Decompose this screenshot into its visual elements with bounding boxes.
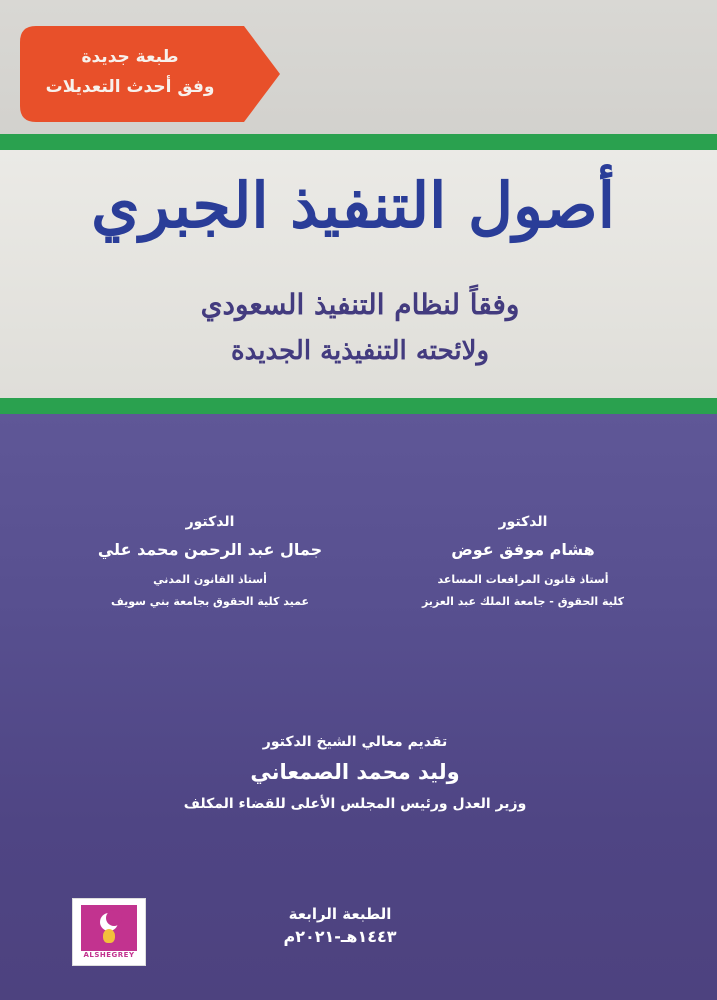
- foreword-role: وزير العدل ورئيس المجلس الأعلى للقضاء المكلف: [183, 796, 527, 812]
- new-edition-ribbon: [14, 20, 282, 128]
- edition-label: الطبعة الرابعة: [288, 905, 392, 923]
- ribbon-text: [30, 42, 230, 102]
- foreword-name: وليد محمد الصمعاني: [250, 760, 460, 784]
- author-right-affiliation: كلية الحقوق - جامعة الملك عبد العزيز: [421, 595, 625, 608]
- publisher-logo: [72, 898, 146, 966]
- author-left-affiliation: عميد كلية الحقوق بجامعة بني سويف: [111, 595, 309, 608]
- edition: [200, 905, 480, 946]
- green-divider-bottom: [0, 398, 717, 414]
- moon-cut: [106, 910, 122, 926]
- author-right-role: الدكتور: [498, 514, 548, 530]
- edition-year: ١٤٤٣هـ-٢٠٢١م: [283, 927, 397, 946]
- author-left-name: جمال عبد الرحمن محمد علي: [97, 540, 323, 559]
- author-left-title: أستاذ القانون المدني: [153, 573, 267, 586]
- ribbon-line-1: طبعة جديدة: [81, 47, 179, 67]
- author-right-name: هشام موفق عوض: [451, 540, 595, 559]
- book-subtitle-2: ولائحته التنفيذية الجديدة: [230, 336, 490, 366]
- foreword-intro: تقديم معالي الشيخ الدكتور: [262, 734, 448, 750]
- author-left-role: الدكتور: [185, 514, 235, 530]
- book-subtitle-1: وفقاً لنظام التنفيذ السعودي: [200, 288, 520, 321]
- logo-text: ALSHEGREY: [83, 951, 135, 959]
- book-title: أصول التنفيذ الجبري: [91, 169, 615, 242]
- author-right: [373, 514, 673, 617]
- author-left: [60, 514, 360, 617]
- ribbon-line-2: وفق أحدث التعديلات: [45, 77, 215, 97]
- logo-mark: [81, 905, 137, 951]
- flame-icon: [103, 929, 115, 943]
- foreword: [120, 734, 590, 812]
- green-divider-top: [0, 134, 717, 150]
- author-right-title: أستاذ قانون المرافعات المساعد: [437, 573, 609, 586]
